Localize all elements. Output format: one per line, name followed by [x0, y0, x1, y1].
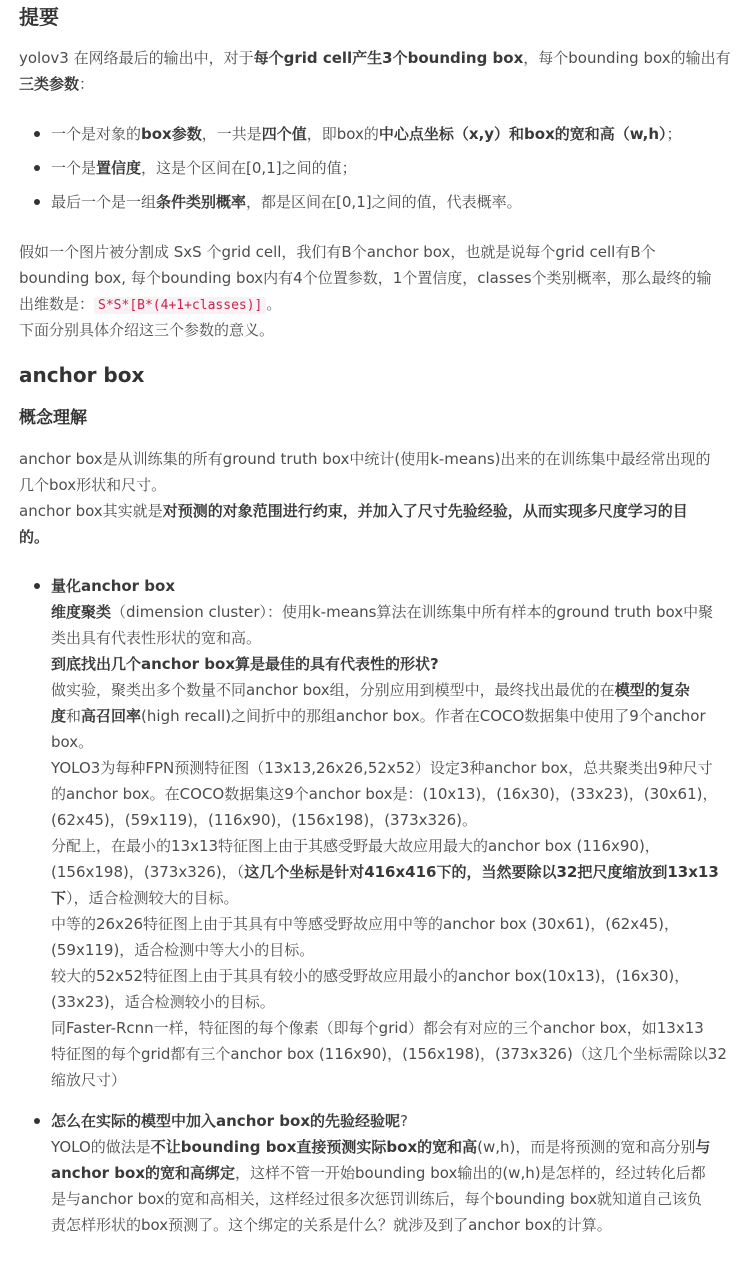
summary-bullet-confidence: 一个是置信度，这是个区间在[0,1]之间的值； [51, 159, 357, 177]
summary-para-line-2: bounding box, 每个bounding box内有4个位置参数，1个置信度，classes个类别概率，那么最终的输 [19, 269, 712, 287]
bullet-dot [34, 199, 40, 205]
quantize-line-11: (156x198)，(373x326)，（这几个坐标是针对416x416下的，当然要除以32把尺度缩放到13x13 [51, 863, 719, 881]
anchor-p2-line-1: anchor box其实就是对预测的对象范围进行约束，并加入了尺寸先验经验，从而实现多尺度学习的目 [19, 502, 688, 520]
quantize-line-14: (59x119)，适合检测中等大小的目标。 [51, 941, 315, 959]
quantize-line-18: 特征图的每个grid都有三个anchor box (116x90)，(156x198)，(373x326)（这几个坐标需除以32 [51, 1045, 727, 1063]
output-dim-code: S*S*[B*(4+1+classes)] [94, 297, 266, 314]
summary-para-line-3: 出维数是： S*S*[B*(4+1+classes)] 。 [19, 295, 282, 313]
howto-line-4: 责怎样形状的box预测了。这个绑定的关系是什么？就涉及到了anchor box的计算。 [51, 1216, 612, 1234]
quantize-title: 量化anchor box [51, 577, 176, 595]
quantize-line-17: 同Faster-Rcnn一样，特征图的每个像素（即每个grid）都会有对应的三个anchor box，如13x13 [51, 1019, 704, 1037]
quantize-line-9: (62x45)，(59x119)，(116x90)，(156x198)，(373x326)。 [51, 811, 478, 829]
bullet-dot [34, 131, 40, 137]
bullet-dot [34, 165, 40, 171]
howto-line-1: YOLO的做法是不让bounding box直接预测实际box的宽和高(w,h)，而是将预测的宽和高分别与 [51, 1138, 711, 1156]
quantize-line-3: 到底找出几个anchor box算是最佳的具有代表性的形状? [51, 655, 439, 673]
quantize-line-16: (33x23)，适合检测较小的目标。 [51, 993, 275, 1011]
summary-intro-line-2: 三类参数： [19, 75, 95, 93]
summary-intro-line-1: yolov3 在网络最后的输出中，对于每个grid cell产生3个bounding box，每个bounding box的输出有 [19, 49, 731, 67]
bullet-dot [34, 1118, 40, 1124]
anchor-p1-line-2: 几个box形状和尺寸。 [19, 476, 167, 494]
quantize-line-2: 类出具有代表性形状的宽和高。 [51, 629, 262, 647]
quantize-line-19: 缩放尺寸） [51, 1071, 127, 1089]
summary-bullet-box-params: 一个是对象的box参数，一共是四个值，即box的中心点坐标（x,y）和box的宽和高（w,h）； [51, 125, 682, 143]
quantize-line-1: 维度聚类（dimension cluster）：使用k-means算法在训练集中所有样本的ground truth box中聚 [51, 603, 714, 621]
quantize-line-10: 分配上，在最小的13x13特征图上由于其感受野最大故应用最大的anchor box (116x90)， [51, 837, 660, 855]
anchor-heading: anchor box [19, 363, 145, 387]
summary-para-line-1: 假如一个图片被分割成 SxS 个grid cell，我们有B个anchor box，也就是说每个grid cell有B个 [19, 243, 656, 261]
howto-line-3: 是与anchor box的宽和高相关，这样经过很多次惩罚训练后，每个bounding box就知道自己该负 [51, 1190, 702, 1208]
bullet-dot [34, 583, 40, 589]
summary-bullet-class-prob: 最后一个是一组条件类别概率，都是区间在[0,1]之间的值，代表概率。 [51, 193, 522, 211]
summary-heading: 提要 [19, 5, 59, 29]
anchor-p1-line-1: anchor box是从训练集的所有ground truth box中统计(使用k-means)出来的在训练集中最经常出现的 [19, 450, 711, 468]
quantize-line-13: 中等的26x26特征图上由于其具有中等感受野故应用中等的anchor box (30x61)，(62x45)， [51, 915, 680, 933]
concept-subheading: 概念理解 [19, 408, 87, 428]
quantize-line-8: 的anchor box。在COCO数据集这9个anchor box是：(10x13)，(16x30)，(33x23)，(30x61)， [51, 785, 718, 803]
quantize-line-7: YOLO3为每种FPN预测特征图（13x13,26x26,52x52）设定3种anchor box，总共聚类出9种尺寸 [51, 759, 713, 777]
quantize-line-4: 做实验，聚类出多个数量不同anchor box组，分别应用到模型中，最终找出最优的在模型的复杂 [51, 681, 690, 699]
quantize-line-5: 度和高召回率(high recall)之间折中的那组anchor box。作者在COCO数据集中使用了9个anchor [51, 707, 706, 725]
summary-para-line-4: 下面分别具体介绍这三个参数的意义。 [19, 321, 275, 339]
quantize-line-15: 较大的52x52特征图上由于其具有较小的感受野故应用最小的anchor box(10x13)，(16x30)， [51, 967, 690, 985]
anchor-p2-line-2: 的。 [19, 528, 50, 546]
howto-line-2: anchor box的宽和高绑定，这样不管一开始bounding box输出的(w,h)是怎样的，经过转化后都 [51, 1164, 706, 1182]
quantize-line-12: 下），适合检测较大的目标。 [51, 889, 239, 907]
howto-title: 怎么在实际的模型中加入anchor box的先验经验呢? [51, 1112, 408, 1130]
quantize-line-6: box。 [51, 733, 94, 751]
